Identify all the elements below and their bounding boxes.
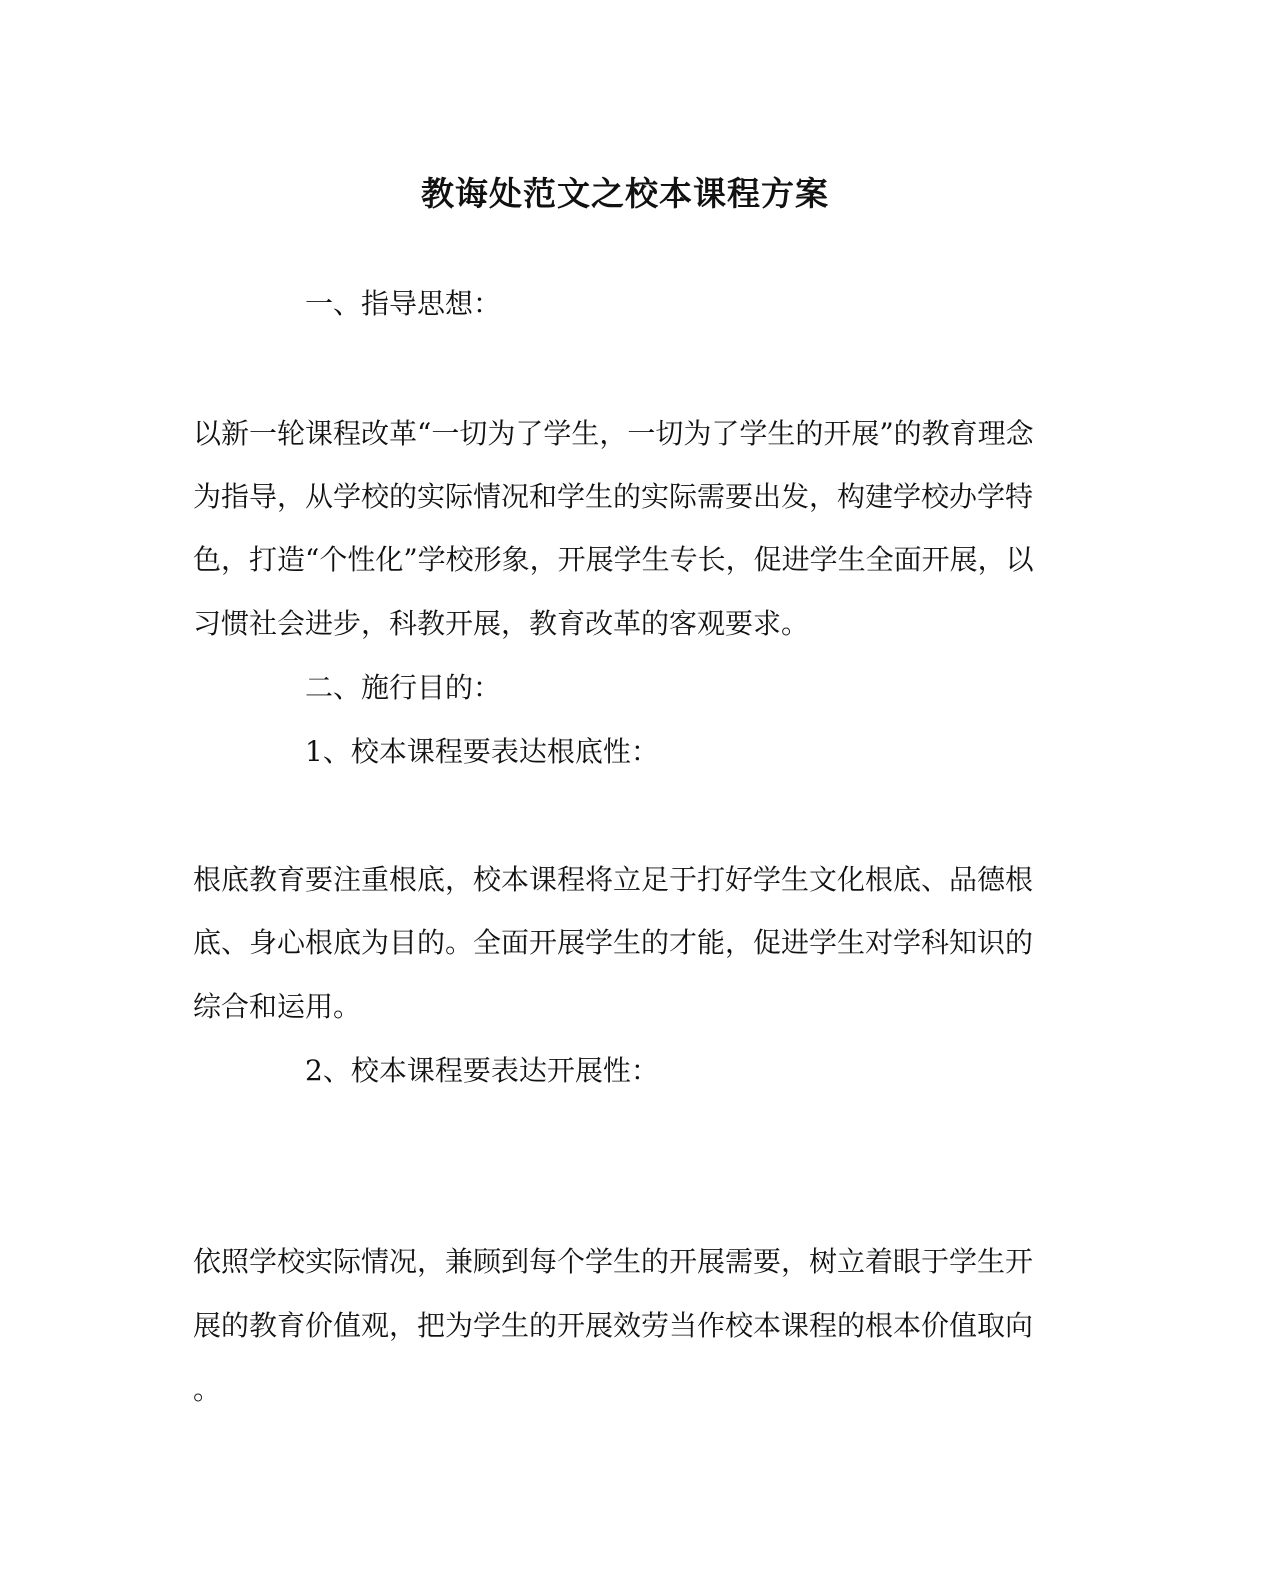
paragraph-line: 。 [193, 1373, 222, 1406]
paragraph-line: 根底教育要注重根底，校本课程将立足于打好学生文化根底、品德根 [193, 863, 1034, 896]
subheading-developmental: 2、校本课程要表达开展性： [305, 1054, 659, 1087]
paragraph-line: 综合和运用。 [193, 990, 362, 1023]
paragraph-line: 为指导，从学校的实际情况和学生的实际需要出发，构建学校办学特 [193, 480, 1034, 513]
paragraph-line: 以新一轮课程改革“一切为了学生，一切为了学生的开展”的教育理念 [193, 417, 1034, 450]
paragraph-line: 习惯社会进步，科教开展，教育改革的客观要求。 [193, 607, 810, 640]
heading-guiding-thought: 一、指导思想： [305, 287, 502, 320]
paragraph-line: 依照学校实际情况，兼顾到每个学生的开展需要，树立着眼于学生开 [193, 1245, 1034, 1278]
paragraph-line: 展的教育价值观，把为学生的开展效劳当作校本课程的根本价值取向 [193, 1309, 1034, 1342]
paragraph-line: 色，打造“个性化”学校形象，开展学生专长，促进学生全面开展，以 [193, 543, 1034, 576]
document-title: 教诲处范文之校本课程方案 [421, 174, 829, 213]
heading-implementation-goals: 二、施行目的： [305, 671, 502, 704]
paragraph-line: 底、身心根底为目的。全面开展学生的才能，促进学生对学科知识的 [193, 926, 1034, 959]
subheading-foundational: 1、校本课程要表达根底性： [305, 735, 659, 768]
